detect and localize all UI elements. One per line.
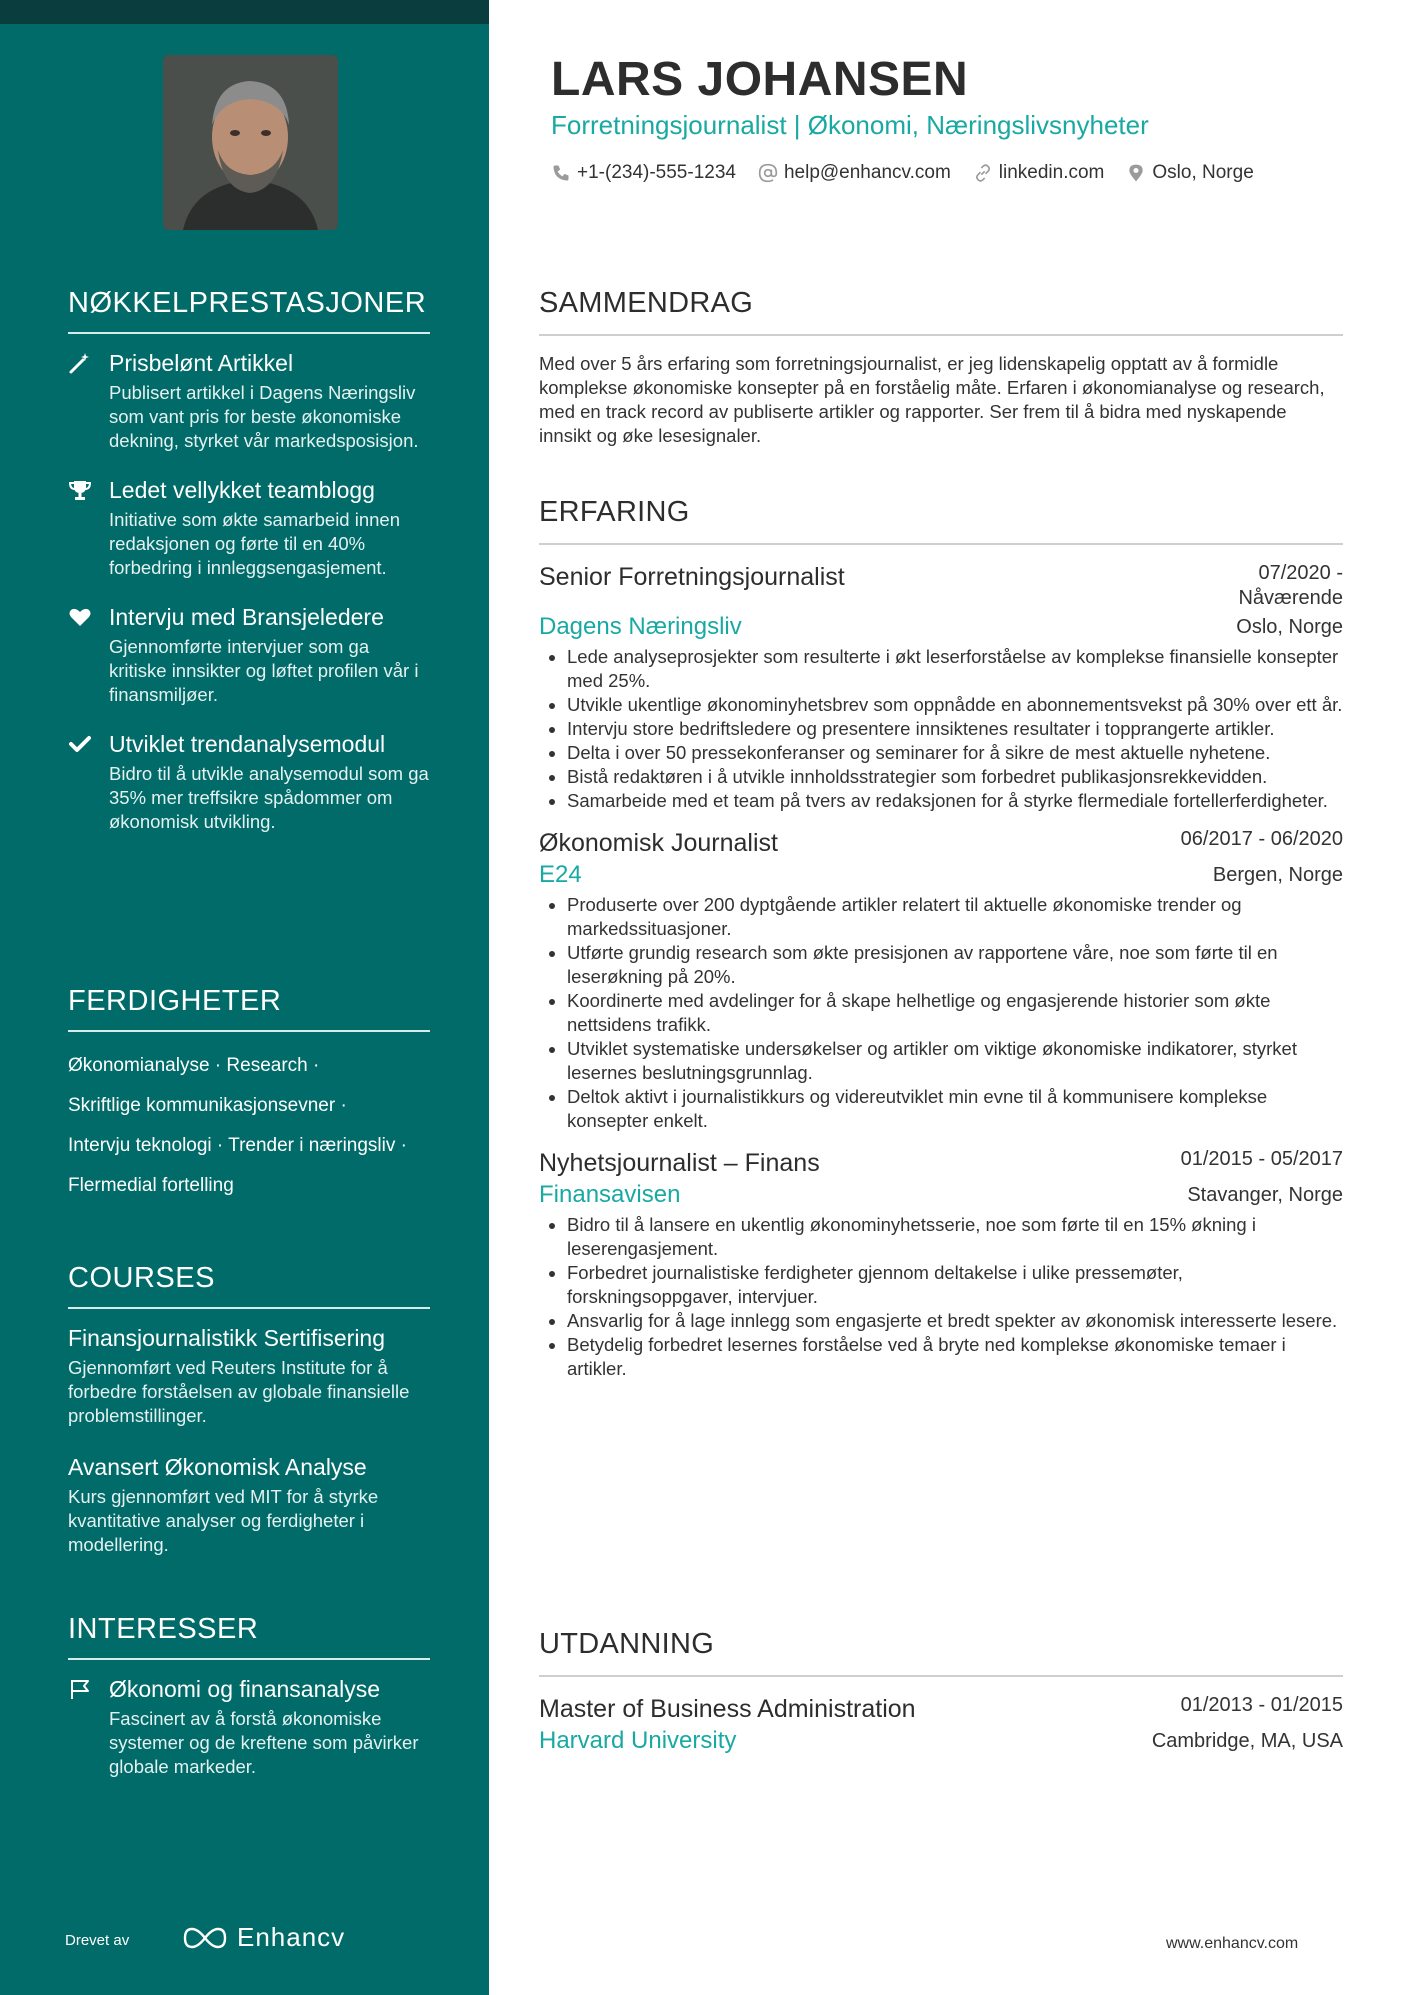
skills-line: Intervju teknologi · Trender i næringsliv · (68, 1135, 407, 1156)
skills-line: Flermedial fortelling (68, 1175, 234, 1196)
job-entry (539, 1147, 1343, 1381)
interest-title: Økonomi og finansanalyse (109, 1676, 381, 1702)
education-dates: 01/2013 - 01/2015 (1180, 1694, 1343, 1716)
achievement-item (68, 729, 430, 834)
achievement-desc: Bidro til å utvikle analysemodul som ga 35% mer treffsikre spådommer om økonomisk utvikling. (109, 763, 429, 832)
course-title: Finansjournalistikk Sertifisering (68, 1325, 386, 1351)
interests-section (68, 1613, 430, 1801)
contact-email[interactable] (758, 162, 951, 184)
courses-title: COURSES (68, 1262, 430, 1309)
achievement-title: Utviklet trendanalysemodul (109, 731, 386, 757)
enhancv-brand: Enhancv (237, 1922, 346, 1952)
achievement-title: Prisbelønt Artikkel (109, 350, 294, 376)
job-dates (1238, 561, 1343, 611)
job-title: Nyhetsjournalist – Finans (539, 1149, 820, 1177)
job-bullets (539, 893, 1343, 1133)
job-bullet: • Delta i over 50 pressekonferanser og seminarer for å sikre de mest aktuelle nyhetene. (567, 741, 1343, 765)
footer-website-link[interactable]: www.enhancv.com (1166, 1935, 1299, 1952)
job-bullet: • Koordinerte med avdelinger for å skape helhetlige og engasjerende historier som økte nettsidens trafikk. (567, 989, 1343, 1037)
phone-text: +1-(234)-555-1234 (577, 162, 736, 183)
job-company: Dagens Næringsliv (539, 613, 742, 640)
job-bullet: • Ansvarlig for å lage innlegg som engasjerte et bredt spekter av økonomisk interesserte lesere. (567, 1309, 1343, 1333)
summary-title: SAMMENDRAG (539, 287, 1343, 336)
job-title: Økonomisk Journalist (539, 829, 778, 857)
experience-section (539, 496, 1343, 1395)
contact-location (1126, 162, 1253, 184)
profile-photo (163, 55, 338, 230)
job-bullet: • Utviklet systematiske undersøkelser og artikler om viktige økonomiske indikatorer, styrket lesernes beslutningsgrunnlag. (567, 1037, 1343, 1085)
interest-desc: Fascinert av å forstå økonomiske systemer og de kreftene som påvirker globale markeder. (109, 1708, 419, 1777)
achievement-title: Ledet vellykket teamblogg (109, 477, 375, 503)
link-icon (973, 163, 993, 183)
contact-phone[interactable] (551, 162, 736, 184)
job-location: Oslo, Norge (1236, 616, 1343, 638)
job-bullet: • Samarbeide med et team på tvers av redaksjonen for å styrke flermediale fortellerferdigheter. (567, 789, 1343, 813)
job-bullet: • Intervju store bedriftsledere og presentere innsiktenes resultater i topprangerte artikler. (567, 717, 1343, 741)
course-desc: Kurs gjennomført ved MIT for å styrke kvantitative analyser og ferdigheter i modellering. (68, 1486, 379, 1555)
experience-title: ERFARING (539, 496, 1343, 545)
job-bullet: • Deltok aktivt i journalistikkurs og videreutviklet min evne til å kommunisere komplekse konsepter enkelt. (567, 1085, 1343, 1133)
job-bullet: • Betydelig forbedret lesernes forståelse ved å bryte ned komplekse økonomiske temaer i artikler. (567, 1333, 1343, 1381)
achievements-section (68, 287, 430, 856)
course-title: Avansert Økonomisk Analyse (68, 1454, 367, 1480)
job-bullet: • Utvikle ukentlige økonominyhetsbrev som oppnådde en abonnementsvekst på 30% over ett år. (567, 693, 1343, 717)
job-entry (539, 561, 1343, 813)
job-bullet: • Utførte grundig research som økte presisjonen av rapportene våre, noe som førte til en leserøkning på 20%. (567, 941, 1343, 989)
skills-section (68, 985, 430, 1206)
infinity-logo-icon (183, 1926, 227, 1950)
achievement-desc: Initiative som økte samarbeid innen redaksjonen og førte til en 40% forbedring i innleggsengasjement. (109, 509, 400, 578)
candidate-name: LARS JOHANSEN (551, 53, 969, 106)
job-bullet: • Produserte over 200 dyptgående artikler relatert til aktuelle økonomiske trender og markedssituasjoner. (567, 893, 1343, 941)
enhancv-logo[interactable] (183, 1922, 345, 1953)
job-bullet: • Lede analyseprosjekter som resulterte i økt leserforståelse av komplekse finansielle konsepter med 25%. (567, 645, 1343, 693)
skills-title: FERDIGHETER (68, 985, 430, 1032)
job-dates-start: 07/2020 - (1258, 562, 1343, 584)
at-sign-icon (758, 163, 778, 183)
job-location: Stavanger, Norge (1187, 1184, 1343, 1206)
job-bullets (539, 1213, 1343, 1381)
summary-text: Med over 5 års erfaring som forretningsjournalist, er jeg lidenskapelig opptatt av å formidle komplekse økonomiske konsepter på en forståelig måte. Erfaren i økonomianalyse og research, med en track record av publiserte artikler og rapporter. Ser frem til å bidra med nyskapende innsikt og øke lesesignaler. (539, 353, 1325, 446)
achievement-item (68, 475, 430, 580)
job-bullet: • Bidro til å lansere en ukentlig økonominyhetsserie, noe som førte til en 15% økning i leserengasjement. (567, 1213, 1343, 1261)
job-company: Finansavisen (539, 1181, 681, 1208)
job-entry (539, 827, 1343, 1133)
sidebar-top-bar (0, 0, 489, 24)
magic-wand-icon (68, 351, 92, 375)
job-dates: 01/2015 - 05/2017 (1180, 1148, 1343, 1170)
powered-by-label: Drevet av (65, 1932, 130, 1949)
sidebar (0, 0, 489, 1995)
job-dates: 06/2017 - 06/2020 (1180, 828, 1343, 850)
skills-line: Økonomianalyse · Research · (68, 1055, 320, 1076)
degree-title: Master of Business Administration (539, 1695, 916, 1723)
checkmark-icon (68, 732, 92, 756)
job-bullet: • Bistå redaktøren i å utvikle innholdsstrategier som forbedret publikasjonsrekkevidden. (567, 765, 1343, 789)
summary-section (539, 287, 1343, 448)
email-text: help@enhancv.com (783, 162, 951, 183)
course-desc: Gjennomført ved Reuters Institute for å forbedre forståelsen av globale finansielle problemstillinger. (68, 1357, 410, 1426)
job-dates-end: Nåværende (1238, 587, 1343, 609)
courses-section (68, 1262, 430, 1581)
location-pin-icon (1126, 163, 1146, 183)
achievement-item (68, 602, 430, 707)
school-location: Cambridge, MA, USA (1151, 1730, 1343, 1752)
achievement-title: Intervju med Bransjeledere (109, 604, 384, 630)
interest-item (68, 1674, 430, 1779)
contact-bar (551, 162, 1254, 184)
education-title: UTDANNING (539, 1628, 1343, 1677)
linkedin-text: linkedin.com (998, 162, 1105, 183)
education-section (539, 1628, 1343, 1757)
achievement-desc: Publisert artikkel i Dagens Næringsliv som vant pris for beste økonomiske dekning, styrket vår markedsposisjon. (109, 382, 419, 451)
flag-icon (68, 1677, 92, 1701)
achievements-title: NØKKELPRESTASJONER (68, 287, 430, 334)
candidate-headline: Forretningsjournalist | Økonomi, Næringslivsnyheter (551, 110, 1149, 140)
interests-title: INTERESSER (68, 1613, 430, 1660)
job-bullet: • Forbedret journalistiske ferdigheter gjennom deltakelse i ulike pressemøter, forskningsoppgaver, intervjuer. (567, 1261, 1343, 1309)
contact-linkedin[interactable] (973, 162, 1105, 184)
heart-icon (68, 605, 92, 629)
phone-icon (551, 163, 571, 183)
job-company: E24 (539, 861, 582, 888)
job-location: Bergen, Norge (1212, 864, 1343, 886)
trophy-icon (68, 478, 92, 502)
school-name: Harvard University (539, 1727, 737, 1754)
skills-line: Skriftlige kommunikasjonsevner · (68, 1095, 347, 1116)
achievement-desc: Gjennomførte intervjuer som ga kritiske innsikter og løftet profilen vår i finansmiljøer. (109, 636, 419, 705)
job-title: Senior Forretningsjournalist (539, 563, 845, 591)
job-bullets (539, 645, 1343, 813)
location-text: Oslo, Norge (1152, 162, 1254, 183)
achievement-item (68, 348, 430, 453)
